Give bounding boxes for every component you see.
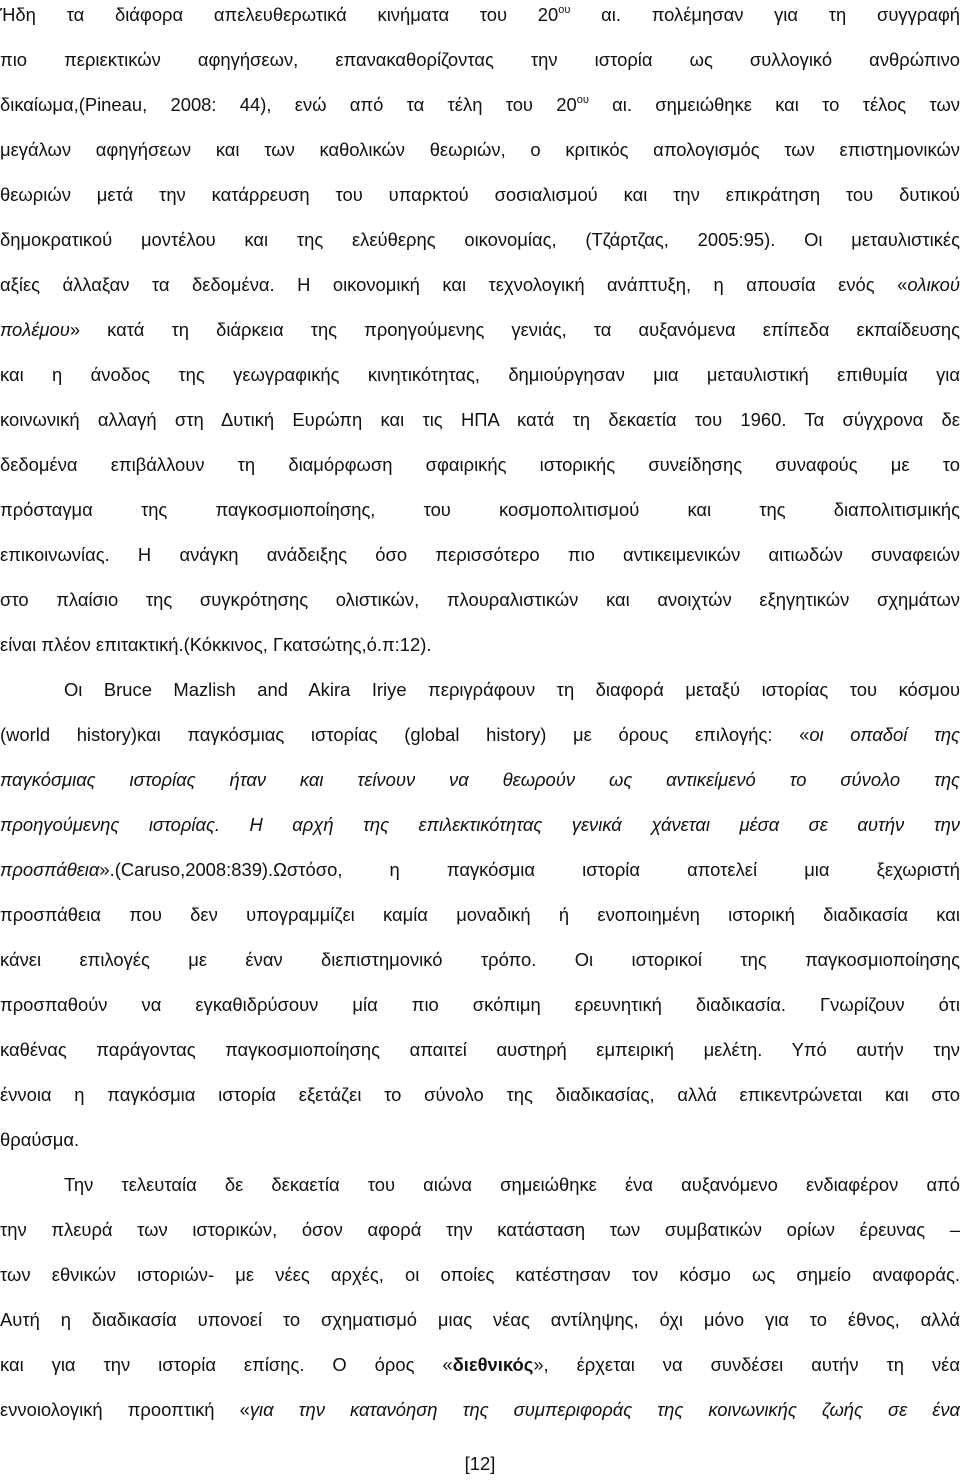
text-line [0, 411, 960, 429]
text-segment: », έρχεται να συνδέσει αυτήν τη νέα [533, 1354, 960, 1375]
text-segment: θραύσμα. [0, 1129, 80, 1150]
text-line [0, 1221, 960, 1239]
text-line [0, 996, 960, 1014]
text-line [0, 726, 960, 744]
text-line [0, 951, 960, 969]
italic-text: προσπάθεια [0, 859, 100, 880]
text-line [0, 141, 960, 159]
text-line [0, 51, 960, 69]
text-segment: και η άνοδος της γεωγραφικής κινητικότητας, δημιούργησαν μια μεταυλιστική επιθυμία για [0, 364, 960, 385]
text-line [0, 636, 960, 654]
text-segment: προσπαθούν να εγκαθιδρύσουν μία πιο σκόπιμη ερευνητική διαδικασία. Γνωρίζουν ότι [0, 994, 960, 1015]
text-segment: αξίες άλλαξαν τα δεδομένα. Η οικονομική και τεχνολογική ανάπτυξη, η απουσία ενός « [0, 274, 908, 295]
text-segment: Οι Bruce Mazlish and Akira Iriye περιγράφουν τη διαφορά μεταξύ ιστορίας του κόσμου [64, 679, 960, 700]
text-segment: δεδομένα επιβάλλουν τη διαμόρφωση σφαιρικής ιστορικής συνείδησης συναφούς με το [0, 454, 960, 475]
text-line [0, 816, 960, 834]
text-line [0, 1086, 960, 1104]
text-segment: » κατά τη διάρκεια της προηγούμενης γενιάς, τα αυξανόμενα επίπεδα εκπαίδευσης [69, 319, 960, 340]
text-segment: αι. πολέμησαν για τη συγγραφή [570, 4, 960, 25]
italic-text: οι οπαδοί της [809, 724, 960, 745]
text-line [0, 771, 960, 789]
text-line [0, 186, 960, 204]
text-segment: ».(Caruso,2008:839).Ωστόσο, η παγκόσμια ιστορία αποτελεί μια ξεχωριστή [99, 859, 960, 880]
text-segment: Ήδη τα διάφορα απελευθερωτικά κινήματα του 20 [0, 4, 559, 25]
text-line [0, 1131, 960, 1149]
text-line [0, 276, 960, 294]
text-segment: την πλευρά των ιστορικών, όσον αφορά την κατάσταση των συμβατικών ορίων έρευνας – [0, 1219, 960, 1240]
italic-text: προηγούμενης ιστορίας. Η αρχή της επιλεκτικότητας γενικά χάνεται μέσα σε αυτήν την [0, 814, 960, 835]
italic-text: ολικού [907, 274, 960, 295]
text-segment: μεγάλων αφηγήσεων και των καθολικών θεωριών, ο κριτικός απολογισμός των επιστημονικών [0, 139, 960, 160]
text-segment: πιο περιεκτικών αφηγήσεων, επανακαθορίζοντας την ιστορία ως συλλογικό ανθρώπινο [0, 49, 960, 70]
text-line [0, 1311, 960, 1329]
text-line [0, 456, 960, 474]
text-segment: επικοινωνίας. Η ανάγκη ανάδειξης όσο περισσότερο πιο αντικειμενικών αιτιωδών συναφειών [0, 544, 960, 565]
text-segment: κάνει επιλογές με έναν διεπιστημονικό τρόπο. Οι ιστορικοί της παγκοσμιοποίησης [0, 949, 960, 970]
superscript: ου [558, 4, 571, 16]
text-line [0, 96, 960, 114]
text-segment: καθένας παράγοντας παγκοσμιοποίησης απαιτεί αυστηρή εμπειρική μελέτη. Υπό αυτήν την [0, 1039, 960, 1060]
text-line [64, 681, 960, 699]
text-segment: στο πλαίσιο της συγκρότησης ολιστικών, πλουραλιστικών και ανοιχτών εξηγητικών σχημάτων [0, 589, 960, 610]
text-line [0, 366, 960, 384]
text-segment: (world history)και παγκόσμιας ιστορίας (global history) με όρους επιλογής: « [0, 724, 810, 745]
text-segment: Την τελευταία δε δεκαετία του αιώνα σημειώθηκε ένα αυξανόμενο ενδιαφέρον από [64, 1174, 960, 1195]
text-segment: Αυτή η διαδικασία υπονοεί το σχηματισμό μιας νέας αντίληψης, όχι μόνο για το έθνος, αλλά [0, 1309, 960, 1330]
superscript: ου [576, 94, 589, 106]
text-line [0, 1401, 960, 1419]
text-segment: θεωριών μετά την κατάρρευση του υπαρκτού σοσιαλισμού και την επικράτηση του δυτικού [0, 184, 960, 205]
text-line [0, 321, 960, 339]
text-segment: εννοιολογική προοπτική « [0, 1399, 250, 1420]
text-segment: προσπάθεια που δεν υπογραμμίζει καμία μοναδική ή ενοποιημένη ιστορική διαδικασία και [0, 904, 960, 925]
text-segment: κοινωνική αλλαγή στη Δυτική Ευρώπη και τις ΗΠΑ κατά τη δεκαετία του 1960. Τα σύγχρονα δε [0, 409, 960, 430]
text-line [0, 501, 960, 519]
text-line [0, 546, 960, 564]
text-line [0, 861, 960, 879]
text-segment: είναι πλέον επιτακτική.(Κόκκινος, Γκατσώτης,ό.π:12). [0, 634, 432, 655]
text-line [0, 906, 960, 924]
text-segment: έννοια η παγκόσμια ιστορία εξετάζει το σύνολο της διαδικασίας, αλλά επικεντρώνεται και στο [0, 1084, 960, 1105]
italic-text: πολέμου [0, 319, 70, 340]
page-number: [12] [464, 1453, 496, 1474]
text-line [0, 1356, 960, 1374]
text-line [64, 1176, 960, 1194]
text-segment: πρόσταγμα της παγκοσμιοποίησης, του κοσμοπολιτισμού και της διαπολιτισμικής [0, 499, 960, 520]
italic-text: παγκόσμιας ιστορίας ήταν και τείνουν να θεωρούν ως αντικείμενό το σύνολο της [0, 769, 960, 790]
text-segment: των εθνικών ιστοριών- με νέες αρχές, οι οποίες κατέστησαν τον κόσμο ως σημείο αναφοράς. [0, 1264, 960, 1285]
text-segment: και για την ιστορία επίσης. Ο όρος « [0, 1354, 453, 1375]
text-line [0, 1266, 960, 1284]
text-segment: δικαίωμα,(Pineau, 2008: 44), ενώ από τα τέλη του 20 [0, 94, 577, 115]
text-segment: δημοκρατικού μοντέλου και της ελεύθερης οικονομίας, (Τζάρτζας, 2005:95). Οι μεταυλιστικές [0, 229, 960, 250]
text-line [0, 591, 960, 609]
italic-text: για την κατανόηση της συμπεριφοράς της κοινωνικής ζωής σε ένα [249, 1399, 960, 1420]
text-line [0, 1041, 960, 1059]
text-line [0, 6, 960, 24]
text-segment: αι. σημειώθηκε και το τέλος των [588, 94, 960, 115]
text-line [0, 231, 960, 249]
bold-text: διεθνικός [452, 1354, 534, 1375]
